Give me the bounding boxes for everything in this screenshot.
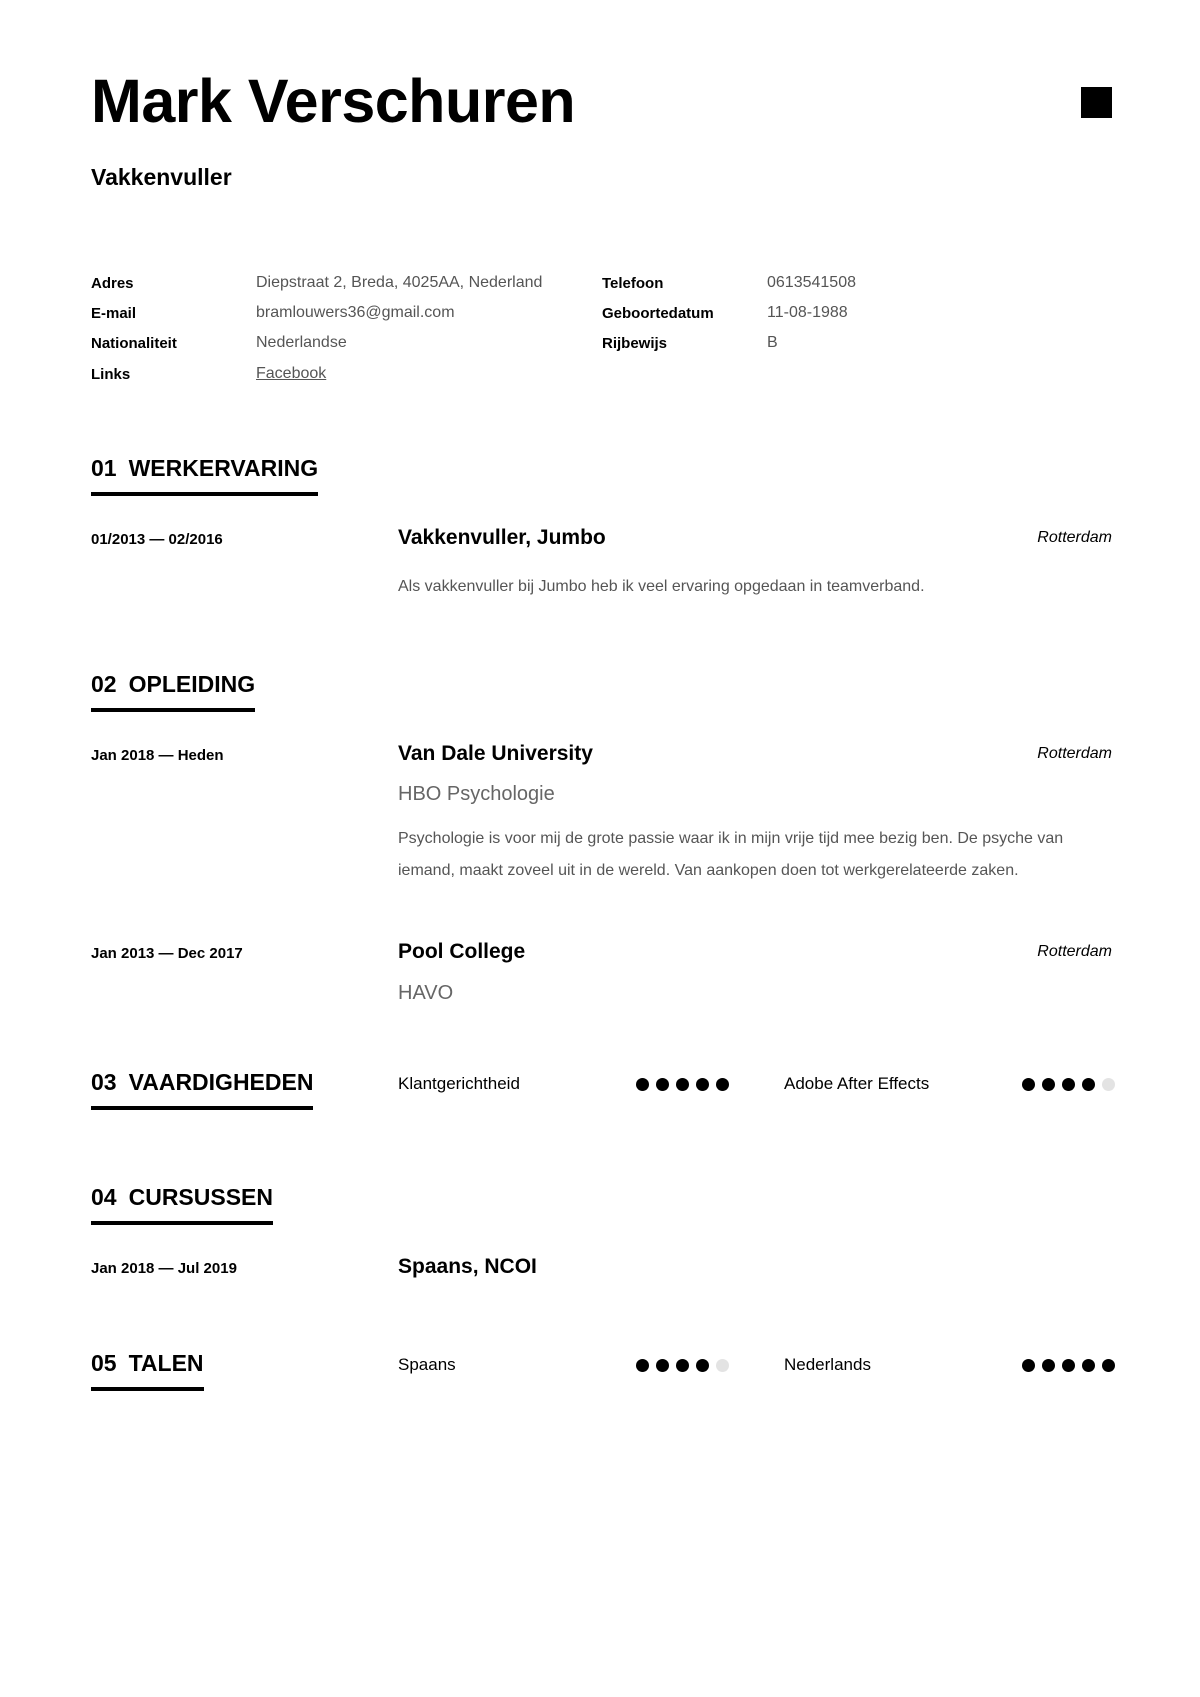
rating-dot-filled-icon <box>1022 1359 1035 1372</box>
entry-title: Vakkenvuller, Jumbo <box>398 526 606 549</box>
skill-name: Klantgerichtheid <box>398 1074 520 1093</box>
entry-description: Psychologie is voor mij de grote passie waar ik in mijn vrije tijd mee bezig ben. De psyche van iemand, maakt zoveel uit in de wereld. Van aankopen doen tot werkgerelateerde zaken. <box>398 830 1064 879</box>
rating-dot-filled-icon <box>1082 1078 1095 1091</box>
info-value: 0613541508 <box>767 274 856 291</box>
heading-underline <box>91 1106 313 1110</box>
rating-dot-filled-icon <box>1022 1078 1035 1091</box>
rating-dot-filled-icon <box>1042 1359 1055 1372</box>
entry-date: Jan 2018 — Heden <box>91 747 224 764</box>
section-heading-werkervaring: 01 WERKERVARING <box>91 455 318 482</box>
language-rating <box>1022 1359 1115 1372</box>
rating-dot-filled-icon <box>1102 1359 1115 1372</box>
rating-dot-filled-icon <box>636 1359 649 1372</box>
info-label: Adres <box>91 275 134 292</box>
decorative-square-icon <box>1081 87 1112 118</box>
info-label: Links <box>91 366 131 383</box>
rating-dot-filled-icon <box>696 1359 709 1372</box>
rating-dot-filled-icon <box>716 1078 729 1091</box>
entry-description: Als vakkenvuller bij Jumbo heb ik veel ervaring opgedaan in teamverband. <box>398 578 925 595</box>
rating-dot-filled-icon <box>656 1359 669 1372</box>
entry-title: Van Dale University <box>398 742 593 765</box>
rating-dot-empty-icon <box>1102 1078 1115 1091</box>
heading-underline <box>91 1221 273 1225</box>
facebook-link[interactable]: Facebook <box>256 365 327 382</box>
rating-dot-filled-icon <box>1042 1078 1055 1091</box>
info-label: Telefoon <box>602 275 664 292</box>
entry-subtitle: HAVO <box>398 982 454 1004</box>
skill-name: Adobe After Effects <box>784 1074 930 1093</box>
rating-dot-filled-icon <box>636 1078 649 1091</box>
info-value: bramlouwers36@gmail.com <box>256 304 455 321</box>
info-label: Geboortedatum <box>602 305 714 322</box>
job-role: Vakkenvuller <box>91 164 232 190</box>
entry-location: Rotterdam <box>1037 745 1112 762</box>
info-label: Nationaliteit <box>91 335 177 352</box>
entry-title: Spaans, NCOI <box>398 1255 537 1278</box>
info-value: Nederlandse <box>256 334 347 351</box>
section-heading-opleiding: 02 OPLEIDING <box>91 671 255 698</box>
rating-dot-filled-icon <box>1062 1078 1075 1091</box>
info-value: 11-08-1988 <box>767 304 848 321</box>
entry-date: 01/2013 — 02/2016 <box>91 531 223 548</box>
rating-dot-filled-icon <box>1062 1359 1075 1372</box>
language-name: Spaans <box>398 1355 456 1374</box>
info-value: Diepstraat 2, Breda, 4025AA, Nederland <box>256 274 543 291</box>
rating-dot-empty-icon <box>716 1359 729 1372</box>
rating-dot-filled-icon <box>696 1078 709 1091</box>
heading-underline <box>91 1387 204 1391</box>
info-label: Rijbewijs <box>602 335 668 352</box>
rating-dot-filled-icon <box>676 1359 689 1372</box>
language-name: Nederlands <box>784 1355 871 1374</box>
skill-rating <box>1022 1078 1115 1091</box>
section-heading-vaardigheden: 03 VAARDIGHEDEN <box>91 1069 313 1096</box>
info-value: B <box>767 334 778 351</box>
language-rating <box>636 1359 729 1372</box>
info-label: E-mail <box>91 305 137 322</box>
section-heading-cursussen: 04 CURSUSSEN <box>91 1184 273 1211</box>
heading-underline <box>91 492 318 496</box>
entry-subtitle: HBO Psychologie <box>398 783 555 805</box>
section-heading-talen: 05 TALEN <box>91 1350 204 1377</box>
rating-dot-filled-icon <box>676 1078 689 1091</box>
rating-dot-filled-icon <box>656 1078 669 1091</box>
rating-dot-filled-icon <box>1082 1359 1095 1372</box>
entry-location: Rotterdam <box>1037 529 1112 546</box>
entry-date: Jan 2013 — Dec 2017 <box>91 945 243 962</box>
entry-date: Jan 2018 — Jul 2019 <box>91 1260 237 1277</box>
candidate-name: Mark Verschuren <box>91 67 576 135</box>
entry-title: Pool College <box>398 940 526 963</box>
heading-underline <box>91 708 255 712</box>
entry-location: Rotterdam <box>1037 943 1112 960</box>
skill-rating <box>636 1078 729 1091</box>
